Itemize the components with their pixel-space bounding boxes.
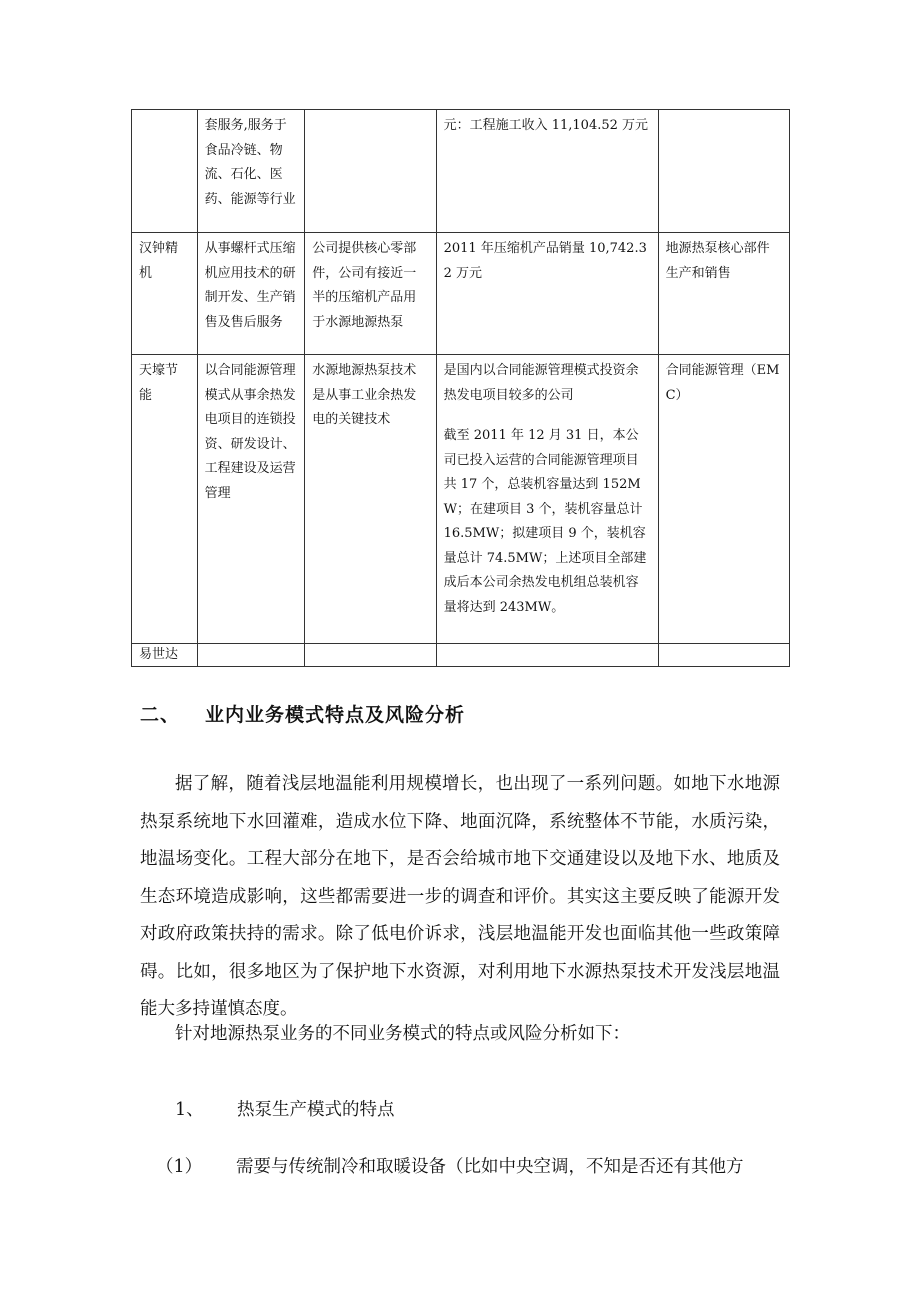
cell-performance xyxy=(436,355,658,644)
cell-performance: 2011 年压缩机产品销量 10,742.32 万元 xyxy=(436,233,658,355)
paragraph: 据了解，随着浅层地温能利用规模增长，也出现了一系列问题。如地下水地源热泵系统地下水回灌难，造成水位下降、地面沉降，系统整体不节能，水质污染，地温场变化。工程大部分在地下，是否会给城市地下交通建设以及地下水、地质及生态环境造成影响，这些都需要进一步的调查和评价。其实这主要反映了能源开发对政府政策扶持的需求。除了低电价诉求，浅层地温能开发也面临其他一些政策障碍。比如，很多地区为了保护地下水资源，对利用地下水源热泵技术开发浅层地温能大多持谨慎态度。 xyxy=(140,774,780,1019)
cell-performance: 元：工程施工收入 11,104.52 万元 xyxy=(436,110,658,233)
section-number: 二、 xyxy=(140,704,181,726)
cell-mode xyxy=(658,644,789,667)
table-row xyxy=(132,355,790,644)
cell-relation: 水源地源热泵技术是从事工业余热发电的关键技术 xyxy=(305,355,436,644)
cell-business: 从事螺杆式压缩机应用技术的研制开发、生产销售及售后服务 xyxy=(197,233,305,355)
paragraph: 针对地源热泵业务的不同业务模式的特点或风险分析如下： xyxy=(175,1024,630,1044)
cell-mode: 合同能源管理（EMC） xyxy=(658,355,789,644)
cell-company xyxy=(132,110,198,233)
section-title: 业内业务模式特点及风险分析 xyxy=(205,704,466,726)
table-row xyxy=(132,644,790,667)
cell-relation xyxy=(305,110,436,233)
cell-mode: 地源热泵核心部件生产和销售 xyxy=(658,233,789,355)
section-heading xyxy=(140,700,465,727)
list-item-text: 热泵生产模式的特点 xyxy=(237,1100,395,1120)
list-item xyxy=(175,1095,395,1125)
table-row xyxy=(132,233,790,355)
cell-relation: 公司提供核心零部件，公司有接近一半的压缩机产品用于水源地源热泵 xyxy=(305,233,436,355)
cell-performance xyxy=(436,644,658,667)
cell-mode xyxy=(658,110,789,233)
table-row xyxy=(132,110,790,233)
performance-line: 截至 2011 年 12 月 31 日，本公司已投入运营的合同能源管理项目共 17 个，总装机容量达到 152MW；在建项目 3 个，装机容量总计 16.5MW；拟建项目 9 个，装机容量总计 74.5MW；上述项目全部建成后本公司余热发电机组总装机容量将达到 243MW。 xyxy=(443,428,647,615)
cell-company: 易世达 xyxy=(132,644,198,667)
list-item-text: 需要与传统制冷和取暖设备（比如中央空调，不知是否还有其他方 xyxy=(236,1157,744,1177)
cell-company: 天壕节能 xyxy=(132,355,198,644)
cell-relation xyxy=(305,644,436,667)
company-table xyxy=(131,109,790,667)
performance-line: 是国内以合同能源管理模式投资余热发电项目较多的公司 xyxy=(443,363,639,403)
list-item xyxy=(156,1152,796,1182)
list-item-number: （1） xyxy=(156,1157,203,1177)
list-item-number: 1、 xyxy=(175,1100,204,1120)
cell-business: 套服务,服务于食品冷链、物流、石化、医药、能源等行业 xyxy=(197,110,305,233)
cell-business: 以合同能源管理模式从事余热发电项目的连锁投资、研发设计、工程建设及运营管理 xyxy=(197,355,305,644)
cell-business xyxy=(197,644,305,667)
cell-company: 汉钟精机 xyxy=(132,233,198,355)
